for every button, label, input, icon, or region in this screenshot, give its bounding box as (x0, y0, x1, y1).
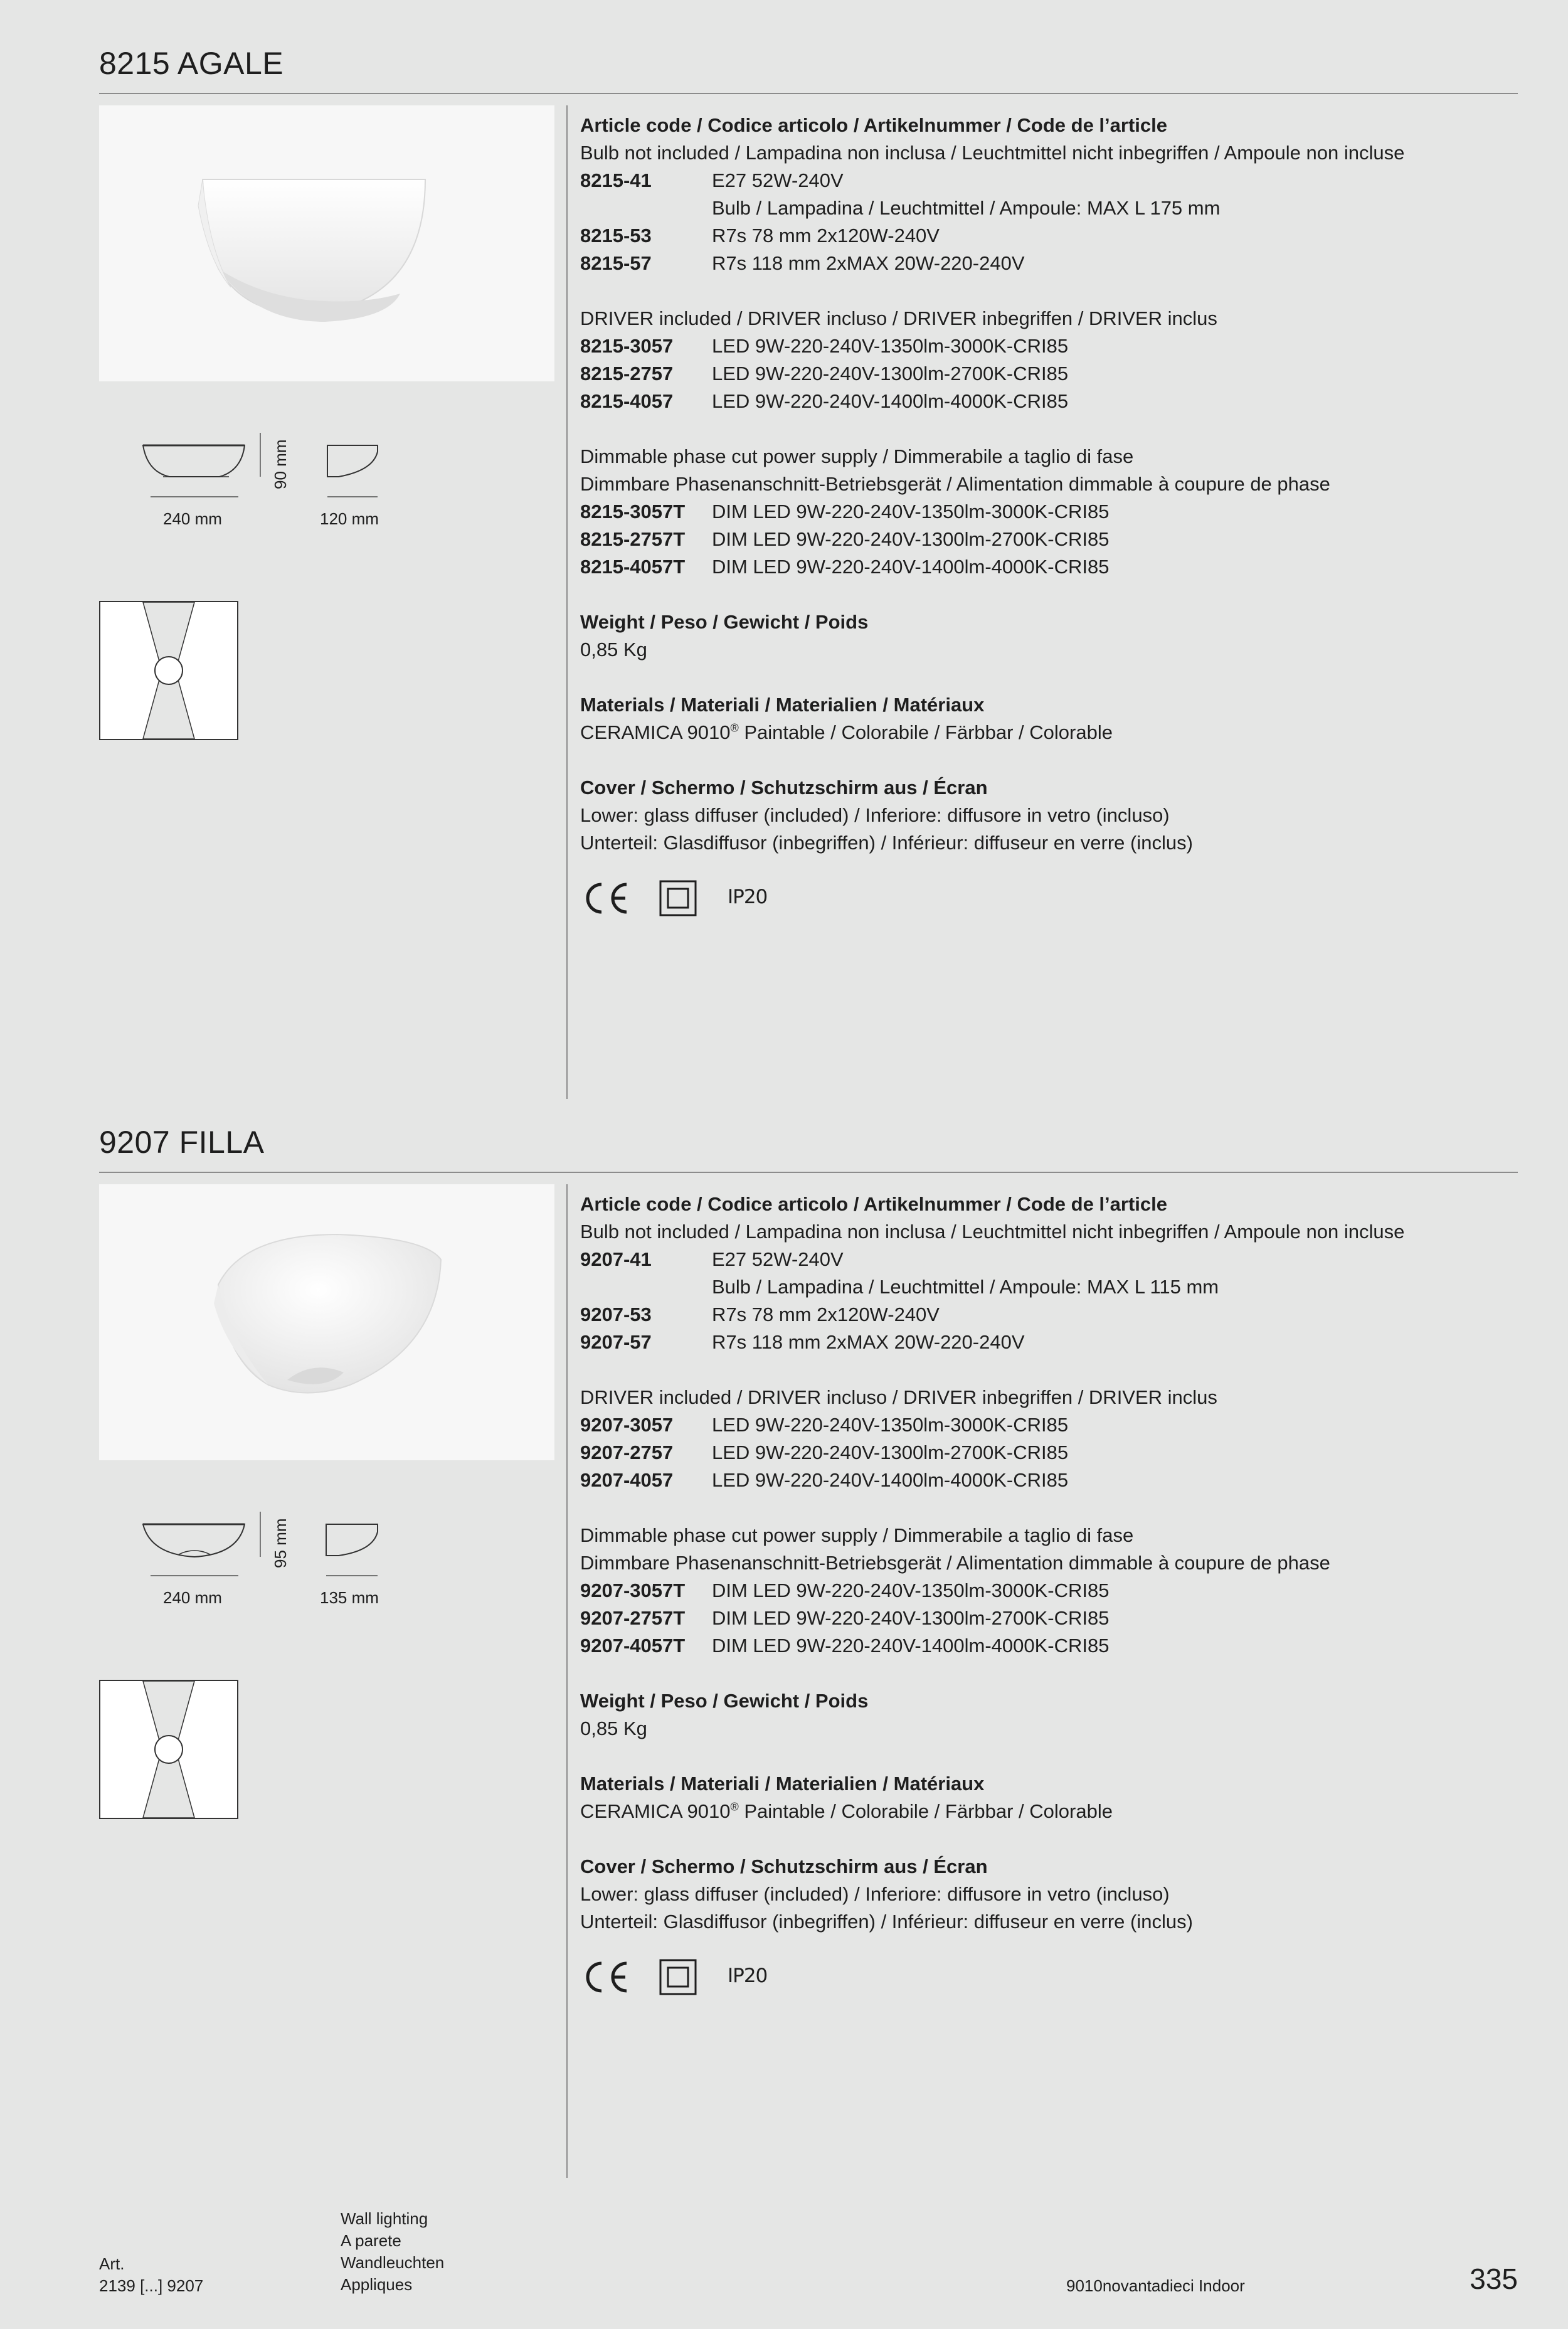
code-desc: DIM LED 9W-220-240V-1400lm-4000K-CRI85 (712, 1635, 1110, 1657)
ce-mark-icon (580, 879, 630, 917)
code-row (580, 1577, 1508, 1605)
code-desc: R7s 118 mm 2xMAX 20W-220-240V (712, 252, 1025, 274)
materials-value (580, 719, 1508, 746)
ip-rating: IP20 (728, 886, 768, 908)
dimmable-line-1: Dimmable phase cut power supply / Dimmerabile a taglio di fase (580, 1524, 1134, 1546)
spec-sheet (580, 1191, 1508, 1936)
code-desc: R7s 78 mm 2x120W-240V (712, 1303, 940, 1325)
code-row (580, 553, 1508, 581)
code: 9207-57 (580, 1331, 652, 1353)
materials-heading: Materials / Materiali / Materialien / Matériaux (580, 1773, 985, 1795)
light-emission-diagram (99, 601, 238, 740)
weight-heading: Weight / Peso / Gewicht / Poids (580, 611, 869, 633)
materials-value (580, 1798, 1508, 1825)
spec-sheet (580, 112, 1508, 857)
product-photo (99, 105, 554, 381)
category-labels (341, 2208, 444, 2296)
code: 9207-2757T (580, 1607, 686, 1629)
code-desc: E27 52W-240V (712, 169, 844, 191)
code-desc: R7s 78 mm 2x120W-240V (712, 225, 940, 247)
code: 9207-4057T (580, 1635, 686, 1657)
code-row (580, 332, 1508, 360)
registered-mark: ® (730, 1800, 739, 1813)
lamp-filla-illustration (99, 1184, 554, 1460)
column-divider (566, 1184, 568, 2178)
code-desc: DIM LED 9W-220-240V-1400lm-4000K-CRI85 (712, 556, 1110, 578)
code-row (580, 1246, 1508, 1273)
code: 8215-41 (580, 169, 652, 191)
title-rule (99, 93, 1518, 94)
code-row (580, 167, 1508, 194)
ce-mark-icon (580, 1958, 630, 1996)
code-desc: DIM LED 9W-220-240V-1350lm-3000K-CRI85 (712, 1579, 1110, 1601)
code-row (580, 498, 1508, 526)
code-desc: DIM LED 9W-220-240V-1300lm-2700K-CRI85 (712, 1607, 1110, 1629)
code: 8215-57 (580, 252, 652, 274)
art-range: 2139 [...] 9207 (99, 2276, 204, 2295)
cover-heading: Cover / Schermo / Schutzschirm aus / Écran (580, 1855, 988, 1877)
dim-height: 90 mm (271, 439, 290, 489)
code-row (580, 1411, 1508, 1439)
page-number: 335 (1470, 2263, 1518, 2295)
category-de: Wandleuchten (341, 2253, 445, 2272)
materials-desc: Paintable / Colorabile / Färbbar / Colorable (738, 1800, 1113, 1822)
code-desc: E27 52W-240V (712, 1248, 844, 1270)
code: 8215-2757T (580, 528, 686, 550)
driver-included: DRIVER included / DRIVER incluso / DRIVER inbegriffen / DRIVER inclus (580, 1386, 1217, 1408)
code: 9207-41 (580, 1248, 652, 1270)
code: 8215-53 (580, 225, 652, 247)
code-row (580, 1632, 1508, 1660)
code-row (580, 388, 1508, 415)
code: 8215-4057 (580, 390, 674, 412)
registered-mark: ® (730, 721, 739, 735)
code-row (580, 222, 1508, 250)
product-title: 9207 FILLA (99, 1125, 265, 1160)
weight-value: 0,85 Kg (580, 1717, 647, 1739)
product-title: 8215 AGALE (99, 46, 284, 81)
category-fr: Appliques (341, 2275, 413, 2294)
code-desc: LED 9W-220-240V-1350lm-3000K-CRI85 (712, 1414, 1069, 1436)
light-emission-diagram (99, 1680, 238, 1819)
product-photo (99, 1184, 554, 1460)
code-row (580, 194, 1508, 222)
code-row (580, 1329, 1508, 1356)
cover-heading: Cover / Schermo / Schutzschirm aus / Écran (580, 777, 988, 798)
weight-heading: Weight / Peso / Gewicht / Poids (580, 1690, 869, 1712)
code-desc: LED 9W-220-240V-1400lm-4000K-CRI85 (712, 1469, 1069, 1491)
cover-line-1: Lower: glass diffuser (included) / Inferiore: diffusore in vetro (incluso) (580, 1883, 1170, 1905)
dimension-drawing (125, 1505, 408, 1618)
double-insulation-icon (659, 879, 699, 917)
code-row (580, 1605, 1508, 1632)
column-divider (566, 105, 568, 1099)
code: 8215-2757 (580, 363, 674, 385)
code-row (580, 1301, 1508, 1329)
code-desc: Bulb / Lampadina / Leuchtmittel / Ampoule: MAX L 115 mm (712, 1276, 1219, 1298)
code-desc: LED 9W-220-240V-1400lm-4000K-CRI85 (712, 390, 1069, 412)
code: 9207-3057T (580, 1579, 686, 1601)
art-label: Art. (99, 2254, 125, 2273)
cover-line-2: Unterteil: Glasdiffusor (inbegriffen) / Inférieur: diffuseur en verre (inclus) (580, 832, 1193, 854)
dim-depth: 120 mm (320, 509, 379, 528)
code-desc: LED 9W-220-240V-1350lm-3000K-CRI85 (712, 335, 1069, 357)
code-desc: R7s 118 mm 2xMAX 20W-220-240V (712, 1331, 1025, 1353)
driver-included: DRIVER included / DRIVER incluso / DRIVER inbegriffen / DRIVER inclus (580, 307, 1217, 329)
materials-desc: Paintable / Colorabile / Färbbar / Colorable (738, 721, 1113, 743)
bulb-not-included: Bulb not included / Lampadina non inclusa / Leuchtmittel nicht inbegriffen / Ampoule non incluse (580, 142, 1405, 164)
bulb-not-included: Bulb not included / Lampadina non inclusa / Leuchtmittel nicht inbegriffen / Ampoule non incluse (580, 1221, 1405, 1243)
cover-line-1: Lower: glass diffuser (included) / Inferiore: diffusore in vetro (incluso) (580, 804, 1170, 826)
page-footer (0, 2195, 1568, 2329)
code: 9207-4057 (580, 1469, 674, 1491)
materials-heading: Materials / Materiali / Materialien / Matériaux (580, 694, 985, 716)
code: 9207-53 (580, 1303, 652, 1325)
materials-name: CERAMICA 9010 (580, 1800, 731, 1822)
code: 8215-3057T (580, 501, 686, 523)
dim-width: 240 mm (163, 509, 222, 528)
code-row (580, 1273, 1508, 1301)
lamp-agale-illustration (99, 105, 554, 381)
dimmable-line-2: Dimmbare Phasenanschnitt-Betriebsgerät / Alimentation dimmable à coupure de phase (580, 1552, 1330, 1574)
code-desc: LED 9W-220-240V-1300lm-2700K-CRI85 (712, 1441, 1069, 1463)
code-row (580, 1439, 1508, 1467)
double-insulation-icon (659, 1958, 699, 1996)
product-9207-filla (0, 1079, 1568, 2158)
dimension-drawing (125, 427, 408, 539)
article-heading: Article code / Codice articolo / Artikelnummer / Code de l’article (580, 114, 1167, 136)
code-row (580, 1467, 1508, 1494)
code: 8215-4057T (580, 556, 686, 578)
category-it: A parete (341, 2231, 401, 2250)
cover-line-2: Unterteil: Glasdiffusor (inbegriffen) / Inférieur: diffuseur en verre (inclus) (580, 1911, 1193, 1933)
category-en: Wall lighting (341, 2209, 428, 2228)
dimmable-line-2: Dimmbare Phasenanschnitt-Betriebsgerät / Alimentation dimmable à coupure de phase (580, 473, 1330, 495)
code-row (580, 360, 1508, 388)
weight-value: 0,85 Kg (580, 639, 647, 661)
code-desc: DIM LED 9W-220-240V-1350lm-3000K-CRI85 (712, 501, 1110, 523)
code-desc: LED 9W-220-240V-1300lm-2700K-CRI85 (712, 363, 1069, 385)
code-desc: Bulb / Lampadina / Leuchtmittel / Ampoule: MAX L 175 mm (712, 197, 1221, 219)
dim-height: 95 mm (271, 1518, 290, 1568)
product-8215-agale (0, 0, 1568, 1079)
article-range (99, 2253, 203, 2297)
dim-depth: 135 mm (320, 1588, 379, 1607)
ip-rating: IP20 (728, 1965, 768, 1987)
title-rule (99, 1172, 1518, 1173)
code: 9207-2757 (580, 1441, 674, 1463)
materials-name: CERAMICA 9010 (580, 721, 731, 743)
code: 8215-3057 (580, 335, 674, 357)
brand-name: 9010novantadieci Indoor (1066, 2276, 1245, 2295)
code-row (580, 250, 1508, 277)
code-row (580, 526, 1508, 553)
article-heading: Article code / Codice articolo / Artikelnummer / Code de l’article (580, 1193, 1167, 1215)
dim-width: 240 mm (163, 1588, 222, 1607)
code-desc: DIM LED 9W-220-240V-1300lm-2700K-CRI85 (712, 528, 1110, 550)
dimmable-line-1: Dimmable phase cut power supply / Dimmerabile a taglio di fase (580, 445, 1134, 467)
code: 9207-3057 (580, 1414, 674, 1436)
